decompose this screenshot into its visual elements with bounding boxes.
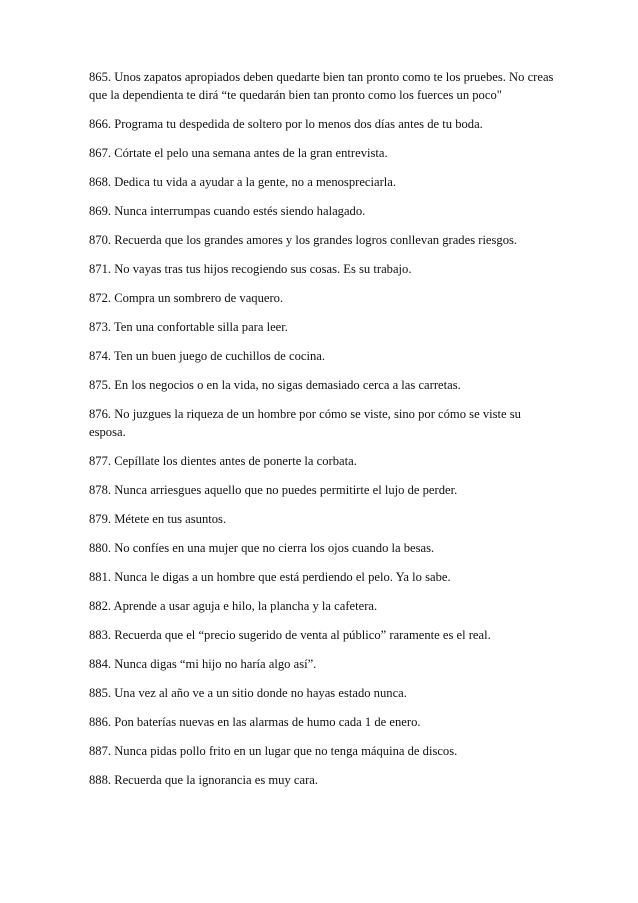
advice-item-871: 871. No vayas tras tus hijos recogiendo sus cosas. Es su trabajo. — [89, 262, 412, 276]
advice-item-867: 867. Córtate el pelo una semana antes de la gran entrevista. — [89, 146, 388, 160]
advice-item-865: 865. Unos zapatos apropiados deben quedarte bien tan pronto como te los pruebes. No creas que la dependienta te dirá “te quedarán bien tan pronto como los fuerces un poco" — [89, 70, 554, 102]
advice-item-888: 888. Recuerda que la ignorancia es muy cara. — [89, 773, 319, 787]
advice-item-866: 866. Programa tu despedida de soltero por lo menos dos días antes de tu boda. — [89, 117, 483, 131]
advice-item-873: 873. Ten una confortable silla para leer. — [89, 320, 288, 334]
advice-item-883: 883. Recuerda que el “precio sugerido de venta al público” raramente es el real. — [89, 628, 491, 642]
advice-item-872: 872. Compra un sombrero de vaquero. — [89, 291, 284, 305]
advice-list — [89, 68, 559, 800]
advice-item-884: 884. Nunca digas “mi hijo no haría algo así”. — [89, 657, 317, 671]
advice-item-870: 870. Recuerda que los grandes amores y los grandes logros conllevan grades riesgos. — [89, 233, 518, 247]
advice-item-885: 885. Una vez al año ve a un sitio donde no hayas estado nunca. — [89, 686, 407, 700]
advice-item-874: 874. Ten un buen juego de cuchillos de cocina. — [89, 349, 326, 363]
advice-item-879: 879. Métete en tus asuntos. — [89, 512, 227, 526]
advice-item-875: 875. En los negocios o en la vida, no sigas demasiado cerca a las carretas. — [89, 378, 461, 392]
advice-item-876: 876. No juzgues la riqueza de un hombre por cómo se viste, sino por cómo se viste su esposa. — [89, 407, 521, 439]
advice-item-877: 877. Cepíllate los dientes antes de ponerte la corbata. — [89, 454, 357, 468]
advice-item-887: 887. Nunca pidas pollo frito en un lugar que no tenga máquina de discos. — [89, 744, 458, 758]
advice-item-868: 868. Dedica tu vida a ayudar a la gente, no a menospreciarla. — [89, 175, 397, 189]
advice-item-886: 886. Pon baterías nuevas en las alarmas de humo cada 1 de enero. — [89, 715, 421, 729]
advice-item-881: 881. Nunca le digas a un hombre que está perdiendo el pelo. Ya lo sabe. — [89, 570, 451, 584]
advice-item-880: 880. No confíes en una mujer que no cierra los ojos cuando la besas. — [89, 541, 435, 555]
advice-item-878: 878. Nunca arriesgues aquello que no puedes permitirte el lujo de perder. — [89, 483, 458, 497]
advice-item-869: 869. Nunca interrumpas cuando estés siendo halagado. — [89, 204, 366, 218]
advice-item-882: 882. Aprende a usar aguja e hilo, la plancha y la cafetera. — [89, 599, 378, 613]
